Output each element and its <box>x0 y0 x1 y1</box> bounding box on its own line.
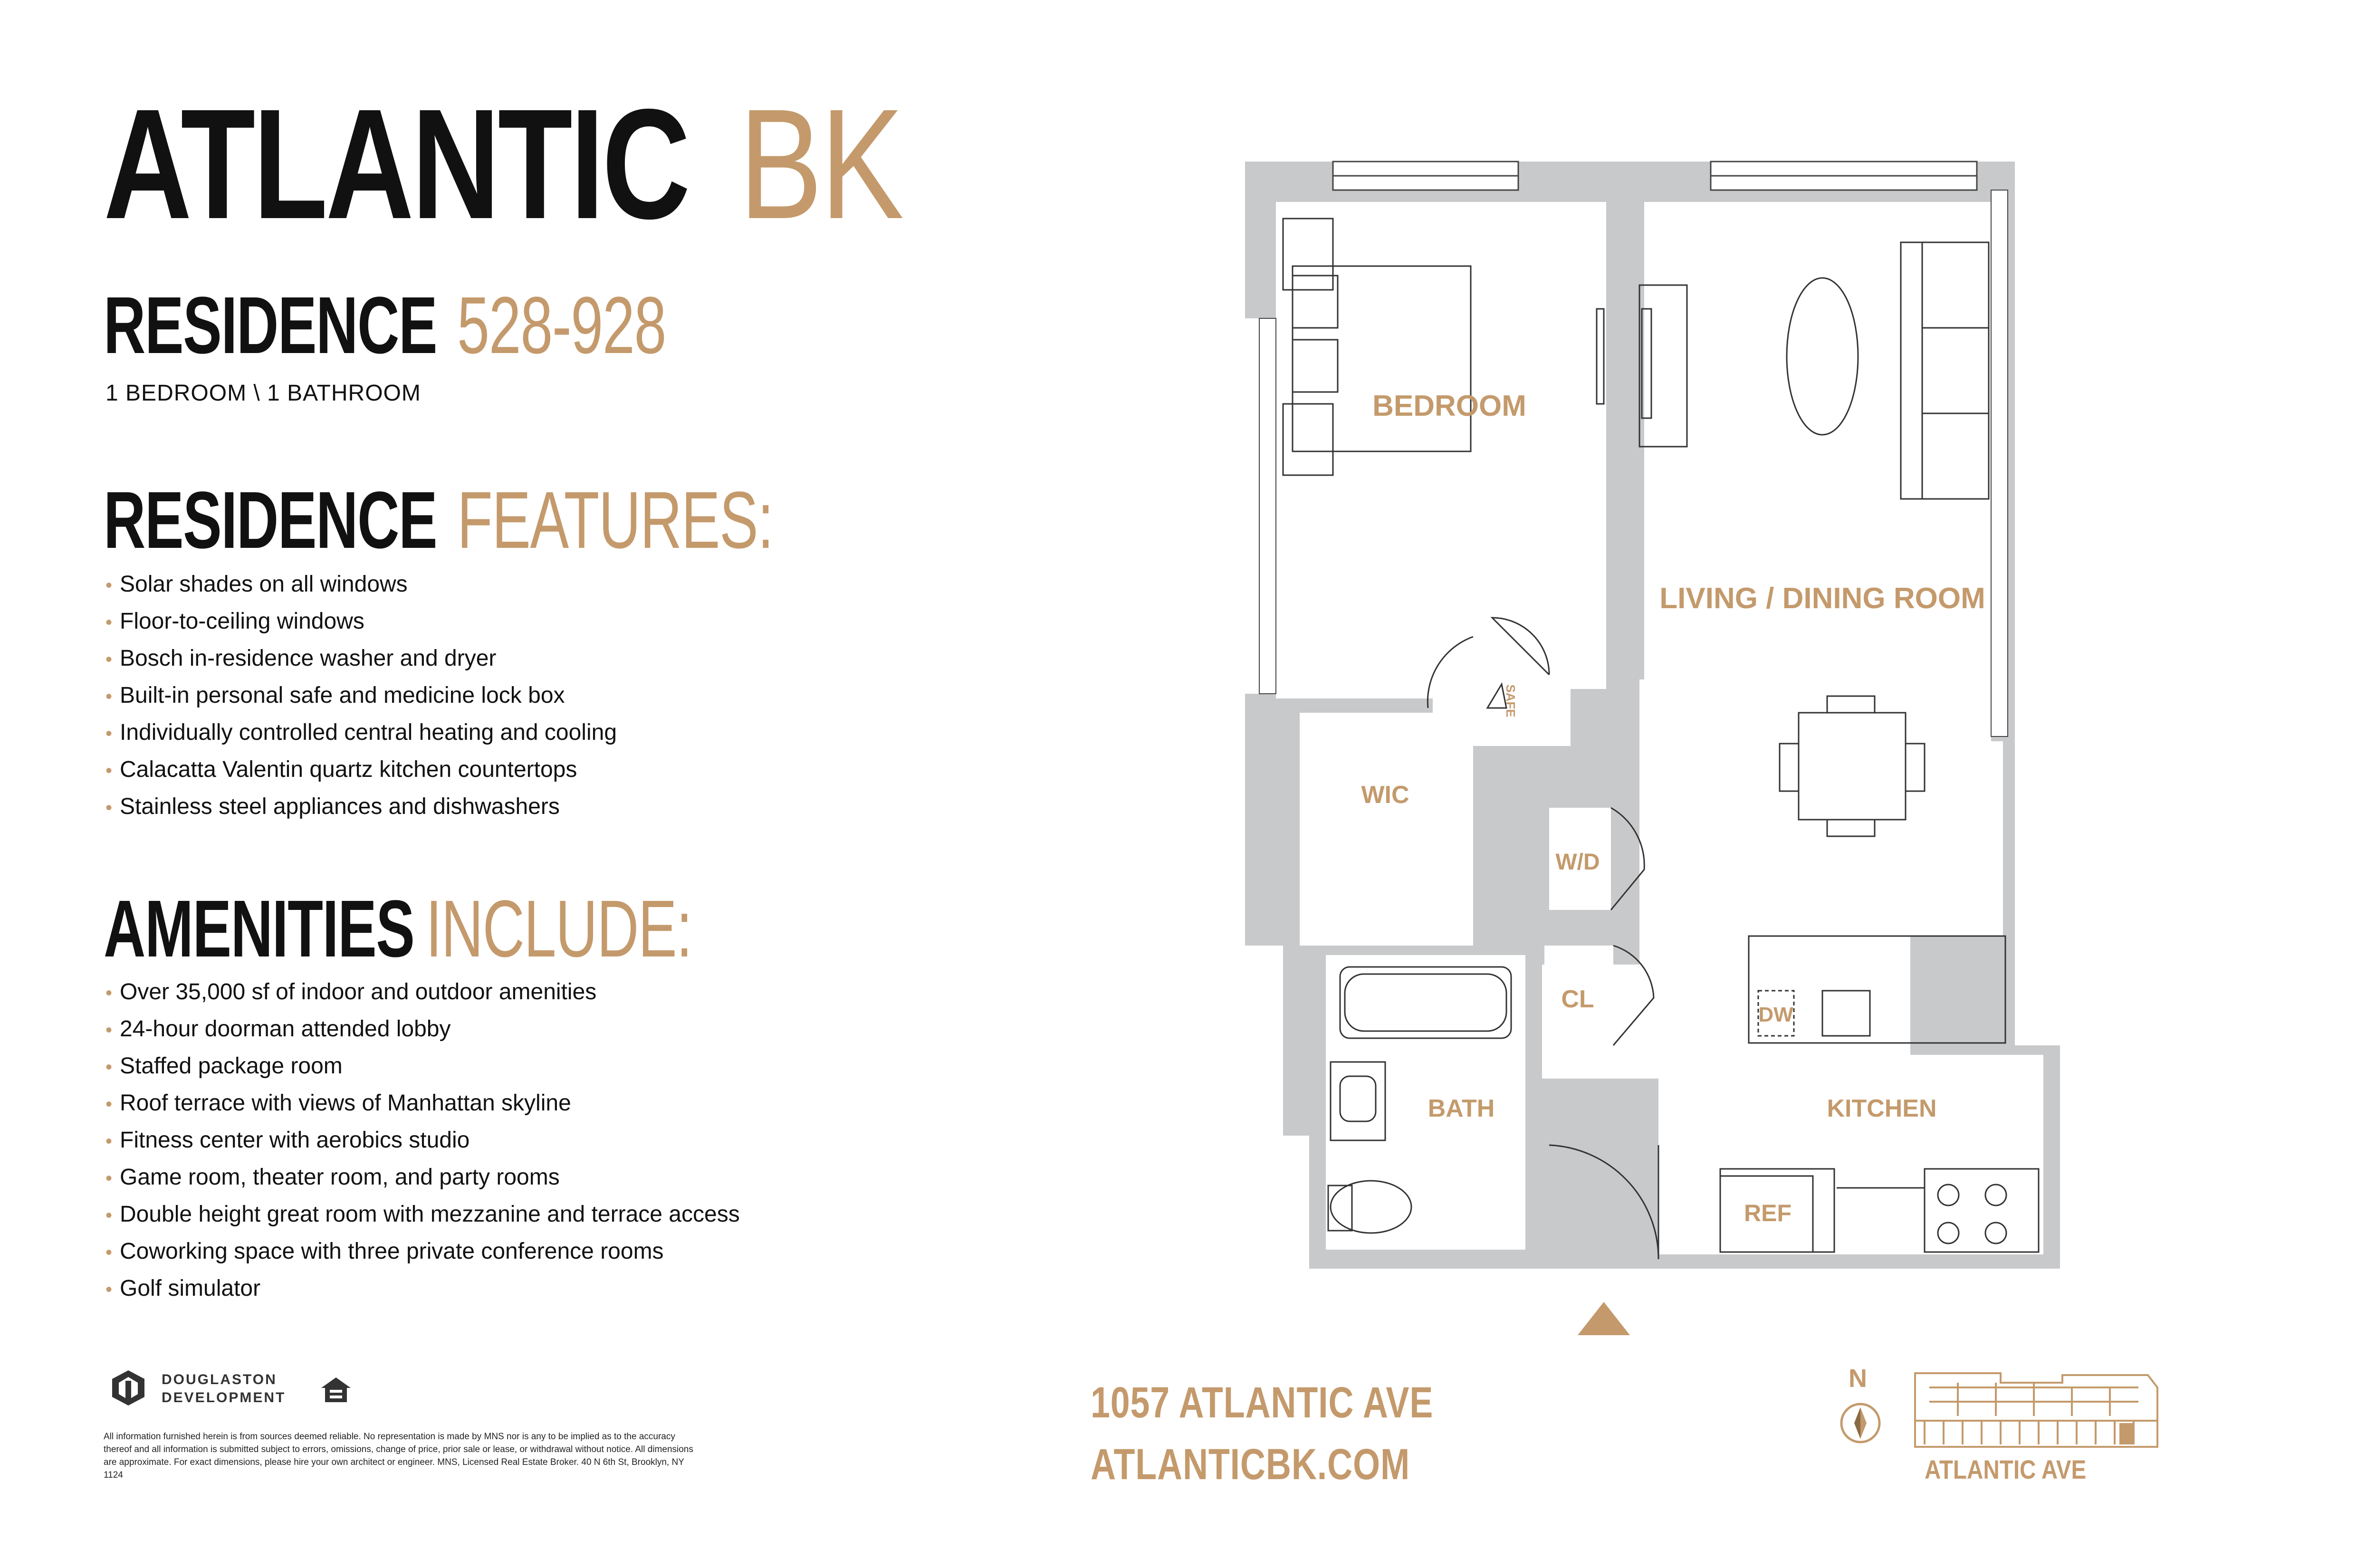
disclaimer-text: All information furnished herein is from sources deemed reliable. No representation is made by MNS nor is any to be implied as to the accuracy thereof and all information is submitted subject to errors, omissions, change of price, prior sale or lease, or withdrawal without notice. All dimensions are approximate. For exact dimensions, please hire your own architect or engineer. MNS, Licensed Real Estate Broker. 40 N 6th St, Brooklyn, NY 1124 <box>104 1432 693 1480</box>
list-item: • Double height great room with mezzanine and terrace access <box>105 1196 740 1233</box>
features-list <box>105 566 617 826</box>
list-item: • Calacatta Valentin quartz kitchen countertops <box>105 752 617 789</box>
room-label-living: LIVING / DINING ROOM <box>1659 582 1985 615</box>
list-item: • Stainless steel appliances and dishwashers <box>105 789 617 826</box>
compass-icon <box>1839 1402 1882 1444</box>
features-heading <box>104 475 896 565</box>
entrance-arrow-icon <box>1578 1302 1630 1335</box>
list-item: • Game room, theater room, and party rooms <box>105 1159 740 1196</box>
list-item: • Built-in personal safe and medicine lock box <box>105 678 617 715</box>
residence-title <box>104 280 747 371</box>
residence-number: 528-928 <box>457 280 666 371</box>
room-label-wd: W/D <box>1555 850 1600 875</box>
developer-line2: DEVELOPMENT <box>162 1390 286 1405</box>
list-item: • Golf simulator <box>105 1271 740 1308</box>
list-item: • 24-hour doorman attended lobby <box>105 1011 740 1048</box>
list-item: • Fitness center with aerobics studio <box>105 1122 740 1159</box>
list-item: • Solar shades on all windows <box>105 566 617 603</box>
equal-housing-icon <box>319 1376 353 1404</box>
list-item: • Coworking space with three private conference rooms <box>105 1233 740 1271</box>
features-heading-bold: RESIDENCE <box>104 475 437 565</box>
list-item: • Over 35,000 sf of indoor and outdoor amenities <box>105 974 740 1011</box>
floor-plan <box>1236 157 2072 1345</box>
list-item: • Individually controlled central heating and cooling <box>105 715 617 752</box>
brand-light: BK <box>739 76 902 251</box>
brand-logo <box>104 76 942 251</box>
brand-bold: ATLANTIC <box>104 76 689 251</box>
room-label-ref: REF <box>1744 1200 1792 1226</box>
developer-line1: DOUGLASTON <box>162 1372 277 1387</box>
website: ATLANTICBK.COM <box>1091 1440 1410 1489</box>
list-item: • Bosch in-residence washer and dryer <box>105 641 617 678</box>
bath-area <box>1326 955 1525 1250</box>
address: 1057 ATLANTIC AVE <box>1091 1378 1434 1427</box>
amenities-list <box>105 974 740 1308</box>
amenities-heading-light: INCLUDE: <box>425 884 692 974</box>
residence-label: RESIDENCE <box>104 280 437 371</box>
developer-logo-icon <box>109 1368 147 1406</box>
developer-name <box>162 1371 286 1407</box>
residence-type: 1 BEDROOM \ 1 BATHROOM <box>105 381 421 406</box>
bedroom-area <box>1276 202 1606 746</box>
room-label-safe: SAFE <box>1504 684 1518 717</box>
key-plan <box>1910 1368 2167 1449</box>
amenities-heading <box>104 884 795 974</box>
amenities-heading-bold: AMENITIES <box>104 884 414 974</box>
wic-area <box>1300 713 1473 946</box>
list-item: • Floor-to-ceiling windows <box>105 603 617 641</box>
room-label-kitchen: KITCHEN <box>1827 1095 1937 1122</box>
room-label-bedroom: BEDROOM <box>1372 390 1526 422</box>
list-item: • Roof terrace with views of Manhattan skyline <box>105 1085 740 1122</box>
room-label-bath: BATH <box>1428 1095 1495 1122</box>
room-label-dw: DW <box>1758 1003 1793 1026</box>
list-item: • Staffed package room <box>105 1048 740 1085</box>
features-heading-light: FEATURES: <box>457 475 773 565</box>
keyplan-label: ATLANTIC AVE <box>1925 1454 2087 1484</box>
compass-label: N <box>1849 1364 1867 1393</box>
room-label-cl: CL <box>1561 985 1594 1013</box>
room-label-wic: WIC <box>1361 781 1409 809</box>
